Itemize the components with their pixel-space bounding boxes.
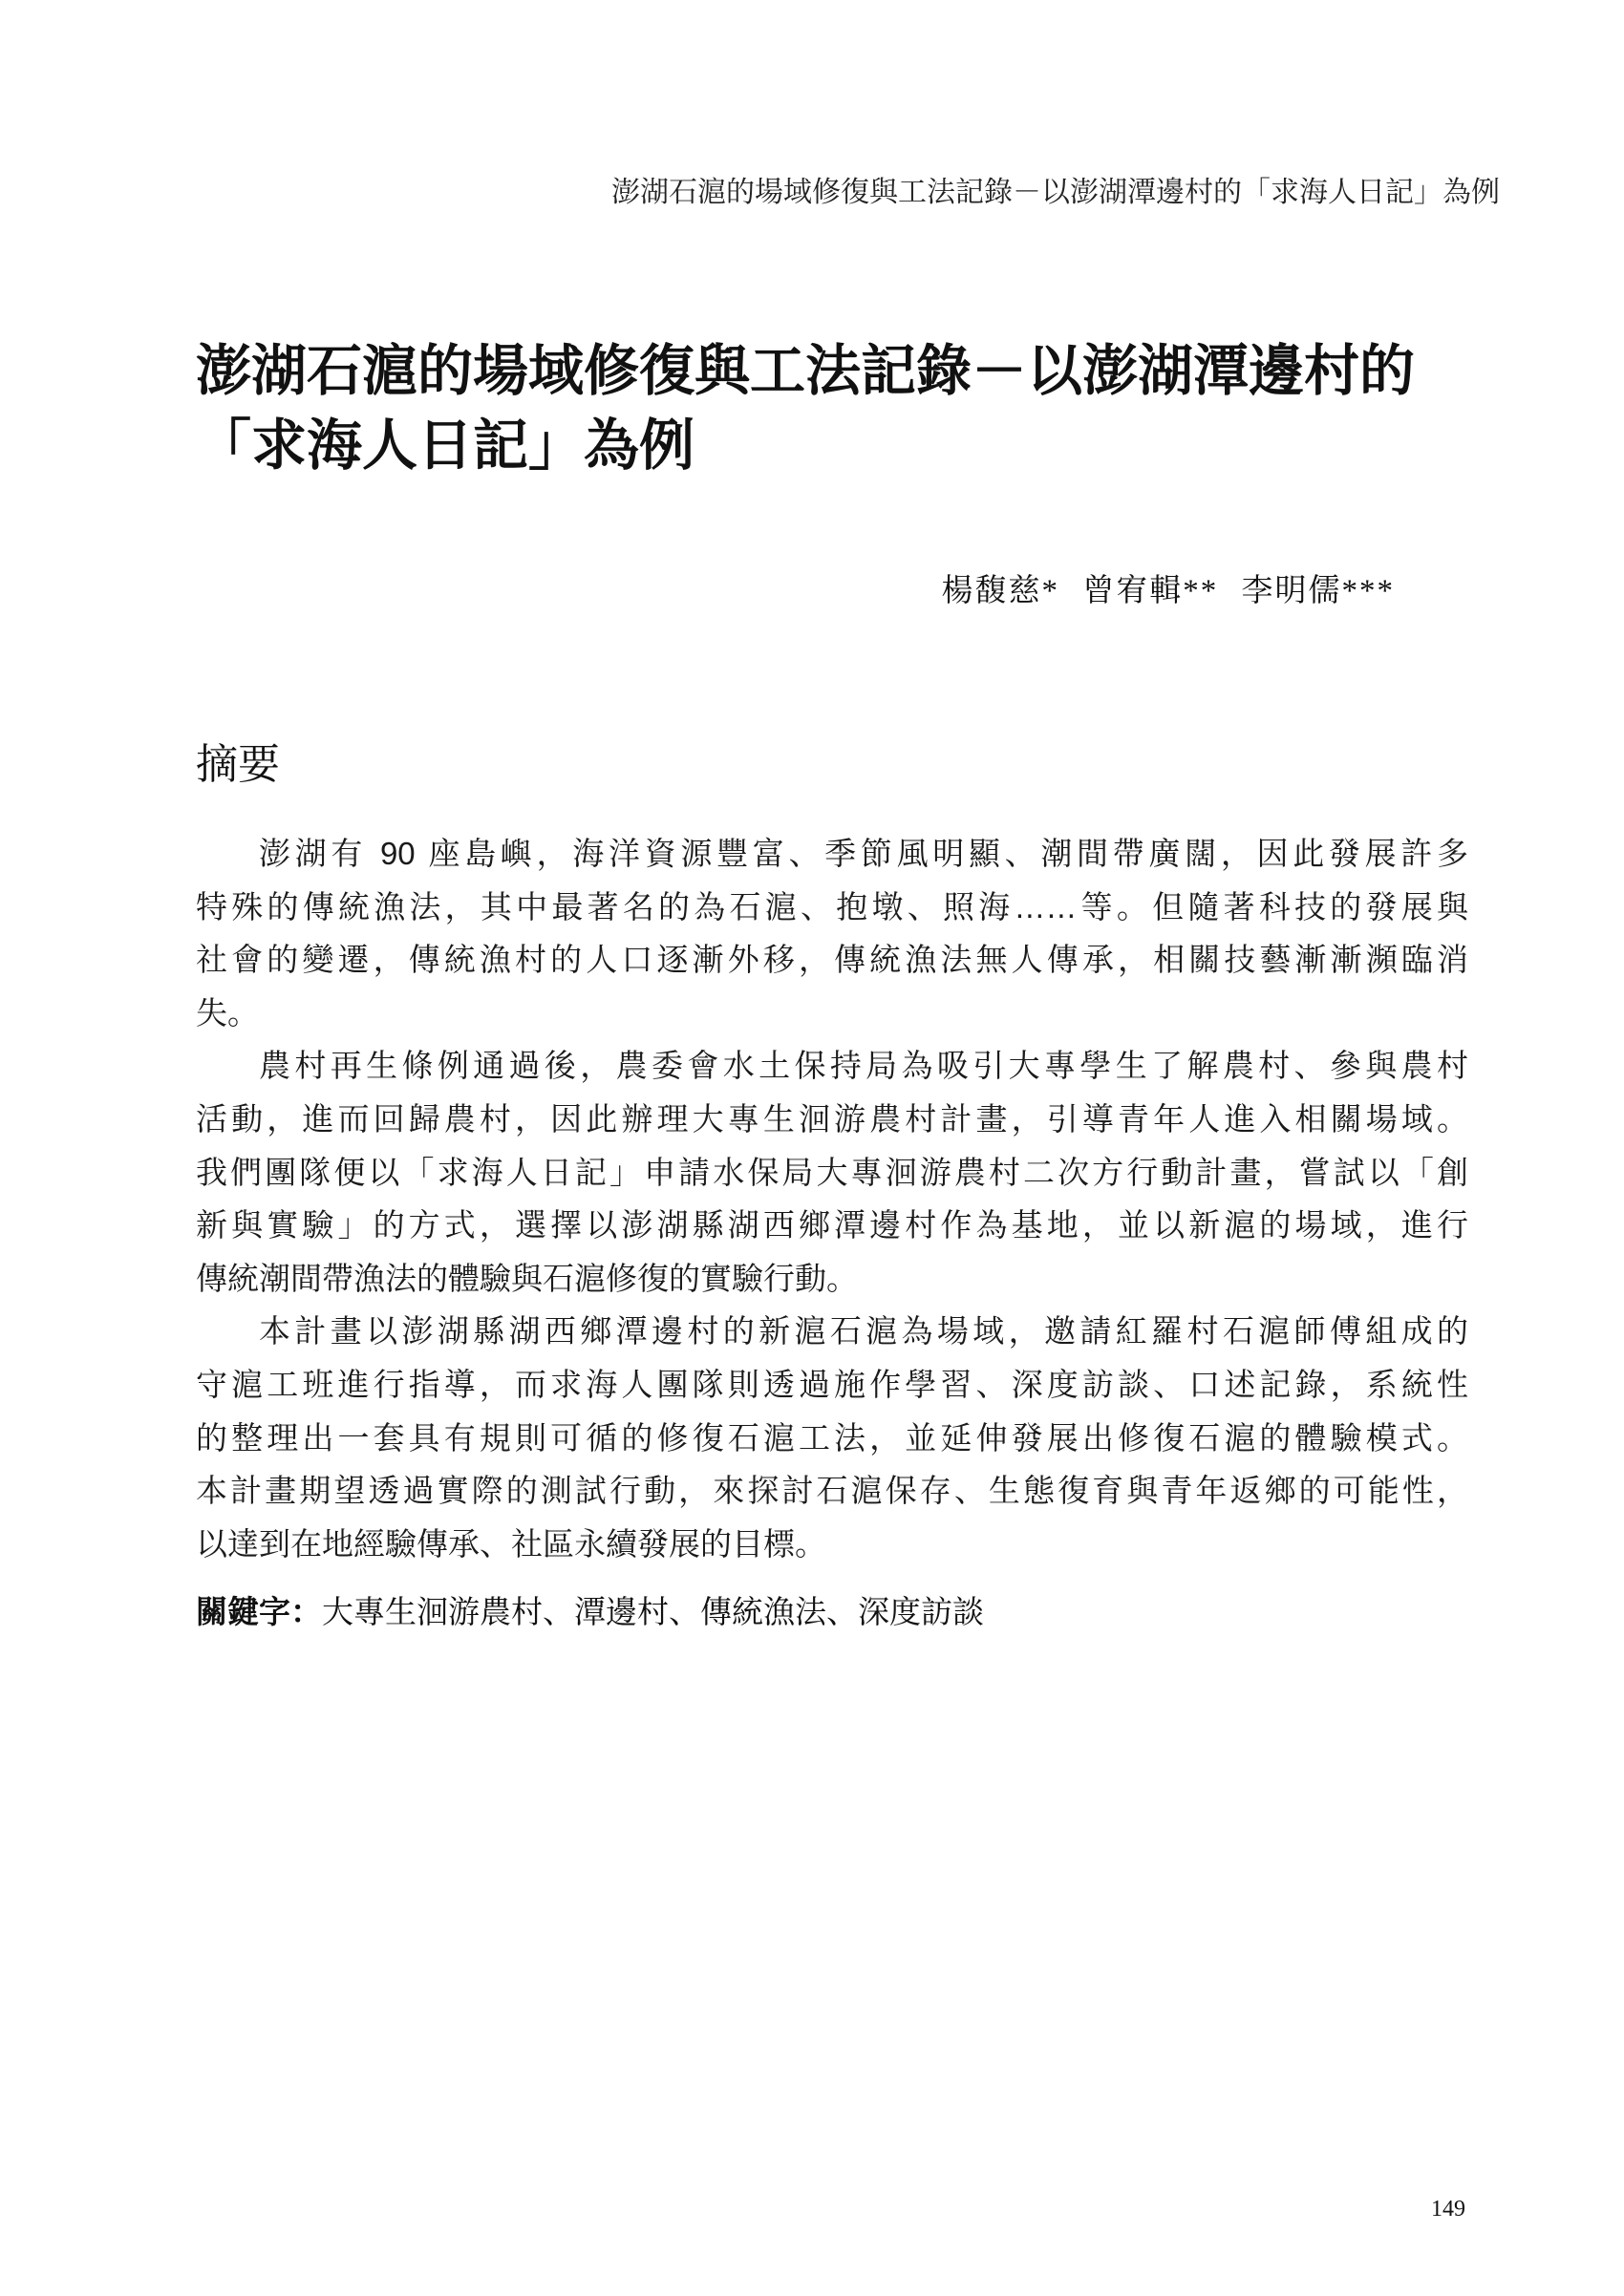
author: 李明儒*** [1241,574,1395,608]
paragraph-line: 以達到在地經驗傳承、社區永續發展的目標。 [196,1525,826,1562]
author: 楊馥慈* [941,574,1059,608]
abstract-paragraph [196,1039,1468,1305]
paragraph-line: 本計畫以澎湖縣湖西鄉潭邊村的新滬石滬為場域，邀請紅羅村石滬師傅組成的 [259,1313,1468,1350]
running-header: 澎湖石滬的場域修復與工法記錄－以澎湖潭邊村的「求海人日記」為例 [611,177,1500,208]
paragraph-line: 澎湖有 90 座島嶼，海洋資源豐富、季節風明顯、潮間帶廣闊，因此發展許多 [259,836,1468,871]
abstract-heading: 摘要 [196,741,280,788]
paragraph-line: 新與實驗」的方式，選擇以澎湖縣湖西鄉潭邊村作為基地，並以新滬的場域，進行 [196,1207,1468,1244]
keywords-label: 關鍵字： [196,1594,322,1629]
keywords-value: 大專生洄游農村、潭邊村、傳統漁法、深度訪談 [322,1594,984,1629]
paragraph-line: 失。 [196,994,259,1031]
paragraph-line: 本計畫期望透過實際的測試行動，來探討石滬保存、生態復育與青年返鄉的可能性， [196,1473,1468,1509]
keywords [196,1587,984,1632]
page-number: 149 [1431,2197,1465,2222]
abstract-body [196,827,1468,1570]
abstract-paragraph [196,827,1468,1039]
paragraph-line: 特殊的傳統漁法，其中最著名的為石滬、抱墩、照海……等。但隨著科技的發展與 [196,888,1468,925]
title-line: 澎湖石滬的場域修復與工法記錄－以澎湖潭邊村的 [196,340,1416,402]
author: 曾宥輯** [1082,574,1219,608]
paragraph-line: 農村再生條例通過後，農委會水土保持局為吸引大專學生了解農村、參與農村 [259,1048,1468,1084]
abstract-paragraph [196,1305,1468,1570]
paragraph-line: 傳統潮間帶漁法的體驗與石滬修復的實驗行動。 [196,1260,858,1296]
paragraph-line: 社會的變遷，傳統漁村的人口逐漸外移，傳統漁法無人傳承，相關技藝漸漸瀕臨消 [196,942,1468,978]
paragraph-line: 我們團隊便以「求海人日記」申請水保局大專洄游農村二次方行動計畫，嘗試以「創 [196,1154,1468,1190]
title-line: 「求海人日記」為例 [196,415,695,477]
paragraph-line: 的整理出一套具有規則可循的修復石滬工法，並延伸發展出修復石滬的體驗模式。 [196,1419,1468,1456]
authors [929,565,1396,610]
paragraph-line: 守滬工班進行指導，而求海人團隊則透過施作學習、深度訪談、口述記錄，系統性 [196,1366,1468,1402]
article-title [196,334,1438,483]
paragraph-line: 活動，進而回歸農村，因此辦理大專生洄游農村計畫，引導青年人進入相關場域。 [196,1100,1468,1137]
